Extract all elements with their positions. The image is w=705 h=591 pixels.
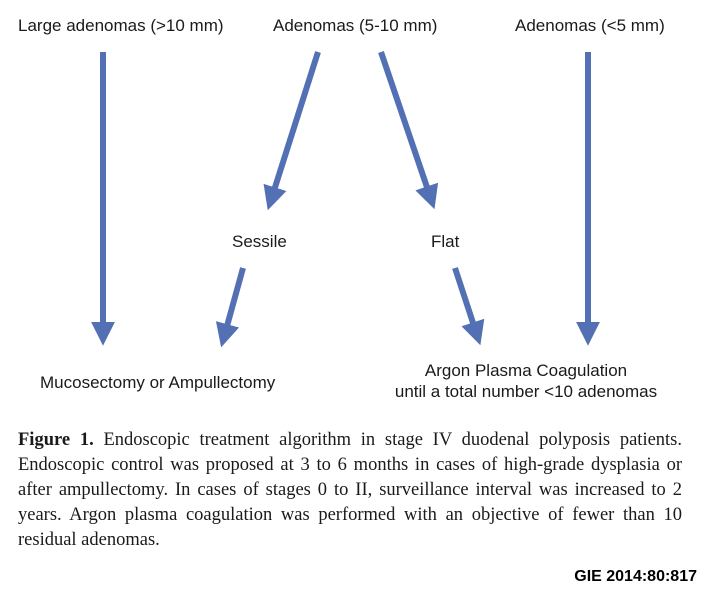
node-large-adenomas: Large adenomas (>10 mm) [18,16,224,35]
node-adenomas-5-10: Adenomas (5-10 mm) [273,16,438,35]
node-apc-line1: Argon Plasma Coagulation [424,361,628,380]
node-adenomas-lt5: Adenomas (<5 mm) [515,16,665,35]
arrow-sessile-to-mucosectomy [224,268,243,337]
node-mucosectomy: Mucosectomy or Ampullectomy [40,373,276,392]
node-flat: Flat [431,232,460,251]
arrow-mid-to-flat [381,52,431,199]
arrow-flat-to-apc [455,268,477,335]
figure-caption [18,428,682,553]
node-apc [376,360,676,402]
caption-label: Figure 1. [18,430,94,450]
node-apc-line2: until a total number <10 adenomas [394,382,658,401]
caption-text: Endoscopic treatment algorithm in stage IV duodenal polyposis patients. Endoscopic control was proposed at 3 to 6 months in cases of high-grade dysplasia or after ampullectomy. In cases of stages 0 to II, surveillance interval was increased to 2 years. Argon plasma coagulation was performed with an objective of fewer than 10 residual adenomas. [18,430,683,550]
citation: GIE 2014:80:817 [574,568,697,585]
arrow-mid-to-sessile [271,52,318,200]
node-sessile: Sessile [232,232,287,251]
